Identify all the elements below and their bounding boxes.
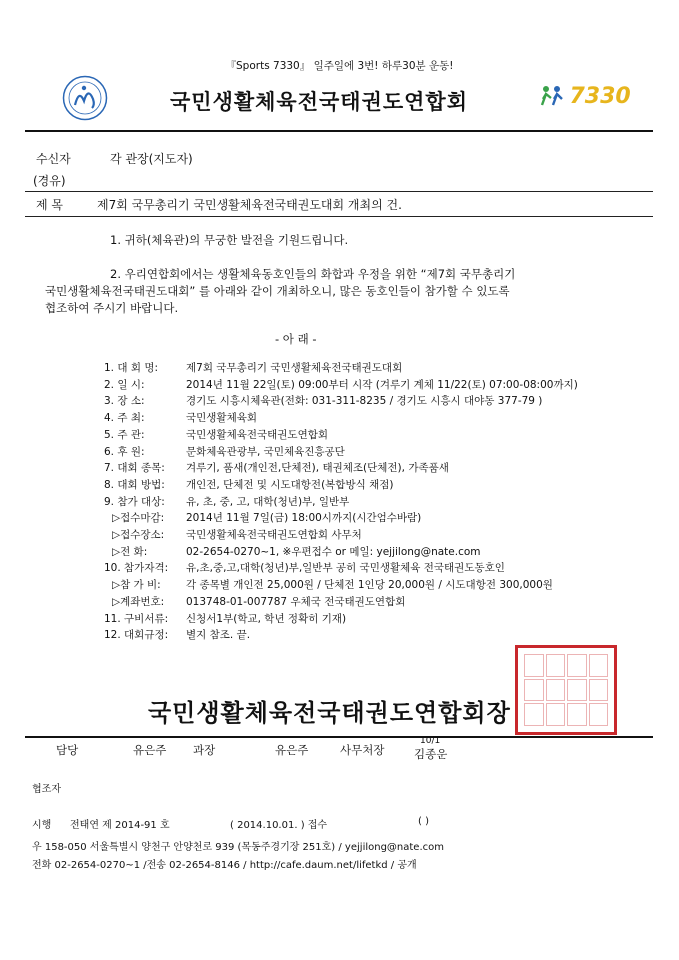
list-item bbox=[104, 460, 449, 475]
item-value: 013748-01-007787 우체국 전국태권도연합회 bbox=[186, 595, 406, 608]
org-title: 국민생활체육전국태권도연합회 bbox=[170, 90, 469, 114]
item-value: 문화체육관광부, 국민체육진흥공단 bbox=[186, 445, 345, 458]
logo-number: 7330 bbox=[569, 84, 631, 109]
via-label: (경유) bbox=[33, 174, 66, 188]
list-item bbox=[104, 477, 393, 492]
approval-label-3: 사무처장 bbox=[340, 743, 385, 757]
item-label: 6. 후 원: bbox=[104, 445, 145, 458]
item-label: 7. 대회 종목: bbox=[104, 462, 165, 475]
item-value: 유, 초, 중, 고, 대학(청년)부, 일반부 bbox=[186, 495, 350, 508]
item-label: 11. 구비서류: bbox=[104, 612, 169, 625]
list-item bbox=[112, 544, 481, 559]
list-item bbox=[104, 410, 257, 425]
item-value: 신청서1부(학교, 학년 정확히 기재) bbox=[186, 612, 347, 625]
item-label: 3. 장 소: bbox=[104, 395, 145, 408]
item-label: ▷전 화: bbox=[112, 545, 148, 558]
item-label: 12. 대회규정: bbox=[104, 629, 169, 642]
item-value: 02-2654-0270~1, ※우편접수 or 메일: yejjilong@nate.com bbox=[186, 545, 481, 558]
item-label: 5. 주 관: bbox=[104, 428, 145, 441]
paragraph-2-line-1: 2. 우리연합회에서는 생활체육동호인들의 화합과 우정을 위한 “제7회 국무총리기 bbox=[110, 267, 516, 281]
approval-label-1: 담당 bbox=[56, 743, 79, 757]
item-label: ▷접수마감: bbox=[112, 512, 165, 525]
item-value: 국민생활체육전국태권도연합회 사무처 bbox=[186, 529, 362, 541]
item-label: ▷계좌번호: bbox=[112, 595, 165, 608]
list-item bbox=[112, 594, 405, 609]
item-label: 10. 참가자격: bbox=[104, 562, 169, 575]
list-item bbox=[104, 627, 250, 642]
list-item bbox=[104, 427, 328, 442]
issue-receipt: ( ) bbox=[418, 816, 429, 827]
approval-name-1: 유은주 bbox=[133, 743, 167, 757]
item-value: 각 종목별 개인전 25,000원 / 단체전 1인당 20,000원 / 시도대항전 300,000원 bbox=[186, 579, 553, 592]
item-value: 유,초,중,고,대학(청년)부,일반부 공히 국민생활체육 전국태권도동호인 bbox=[186, 562, 505, 575]
approval-name-2: 유은주 bbox=[275, 743, 309, 757]
item-label: 1. 대 회 명: bbox=[104, 362, 158, 374]
contact-line: 전화 02-2654-0270~1 /전송 02-2654-8146 / http://cafe.daum.net/lifetkd / 공개 bbox=[32, 860, 417, 871]
paragraph-1: 1. 귀하(체육관)의 무궁한 발전을 기원드립니다. bbox=[110, 233, 349, 247]
item-value: 2014년 11월 7일(금) 18:00시까지(시간엄수바람) bbox=[186, 512, 422, 525]
list-item bbox=[112, 527, 362, 542]
official-seal bbox=[515, 645, 617, 735]
approval-name-3: 김종운 bbox=[414, 747, 448, 761]
paragraph-2-line-2: 국민생활체육전국태권도대회” 를 아래와 같이 개최하오니, 많은 동호인들이 참가할 수 있도록 bbox=[45, 284, 510, 298]
item-label: ▷참 가 비: bbox=[112, 579, 161, 592]
item-label: 4. 주 최: bbox=[104, 412, 145, 425]
runner-icon bbox=[540, 85, 566, 109]
list-item bbox=[112, 577, 553, 592]
below-heading: - 아 래 - bbox=[275, 332, 317, 346]
item-value: 별지 참조. 끝. bbox=[186, 629, 251, 642]
approval-label-2: 과장 bbox=[193, 743, 216, 757]
item-label: 2. 일 시: bbox=[104, 378, 145, 391]
item-value: 2014년 11월 22일(토) 09:00부터 시작 (겨루기 계체 11/22(토) 07:00-08:00까지) bbox=[186, 378, 578, 391]
item-value: 개인전, 단체전 및 시도대항전(복합방식 채점) bbox=[186, 478, 394, 491]
subject-label: 제 목 bbox=[36, 198, 63, 212]
cooperator-label: 협조자 bbox=[32, 784, 61, 795]
signature-title: 국민생활체육전국태권도연합회장 bbox=[148, 699, 511, 727]
federation-emblem-icon bbox=[62, 75, 108, 121]
list-item bbox=[112, 510, 421, 525]
item-value: 국민생활체육전국태권도연합회 bbox=[186, 428, 329, 441]
recipient-value: 각 관장(지도자) bbox=[110, 152, 193, 166]
list-item bbox=[104, 611, 346, 626]
item-label: ▷접수장소: bbox=[112, 529, 165, 541]
item-label: 8. 대회 방법: bbox=[104, 478, 165, 491]
item-value: 제7회 국무총리기 국민생활체육전국태권도대회 bbox=[186, 362, 403, 374]
item-label: 9. 참가 대상: bbox=[104, 495, 165, 508]
paragraph-2-line-3: 협조하여 주시기 바랍니다. bbox=[45, 301, 179, 315]
list-item bbox=[104, 560, 505, 575]
list-item bbox=[104, 360, 402, 375]
item-value: 겨루기, 품새(개인전,단체전), 태권체조(단체전), 가족품새 bbox=[186, 462, 449, 475]
sports7330-logo bbox=[540, 84, 631, 109]
address-line: 우 158-050 서울특별시 양천구 안양천로 939 (목동주경기장 251호) / yejjilong@nate.com bbox=[32, 842, 444, 853]
subject-value: 제7회 국무총리기 국민생활체육전국태권도대회 개최의 건. bbox=[97, 198, 402, 212]
item-value: 경기도 시흥시체육관(전화: 031-311-8235 / 경기도 시흥시 대야동 377-79 ) bbox=[186, 395, 543, 408]
issue-number: 전태연 제 2014-91 호 bbox=[70, 820, 170, 831]
issue-label: 시행 bbox=[32, 820, 52, 831]
approval-date-3: 10/1 bbox=[420, 736, 441, 746]
recipient-label: 수신자 bbox=[36, 152, 71, 166]
list-item bbox=[104, 444, 345, 459]
item-value: 국민생활체육회 bbox=[186, 412, 258, 425]
list-item bbox=[104, 393, 542, 408]
issue-date: ( 2014.10.01. ) 접수 bbox=[230, 820, 328, 831]
list-item bbox=[104, 494, 349, 509]
slogan: 『Sports 7330』 일주일에 3번! 하루30분 운동! bbox=[225, 60, 454, 72]
list-item bbox=[104, 377, 578, 392]
